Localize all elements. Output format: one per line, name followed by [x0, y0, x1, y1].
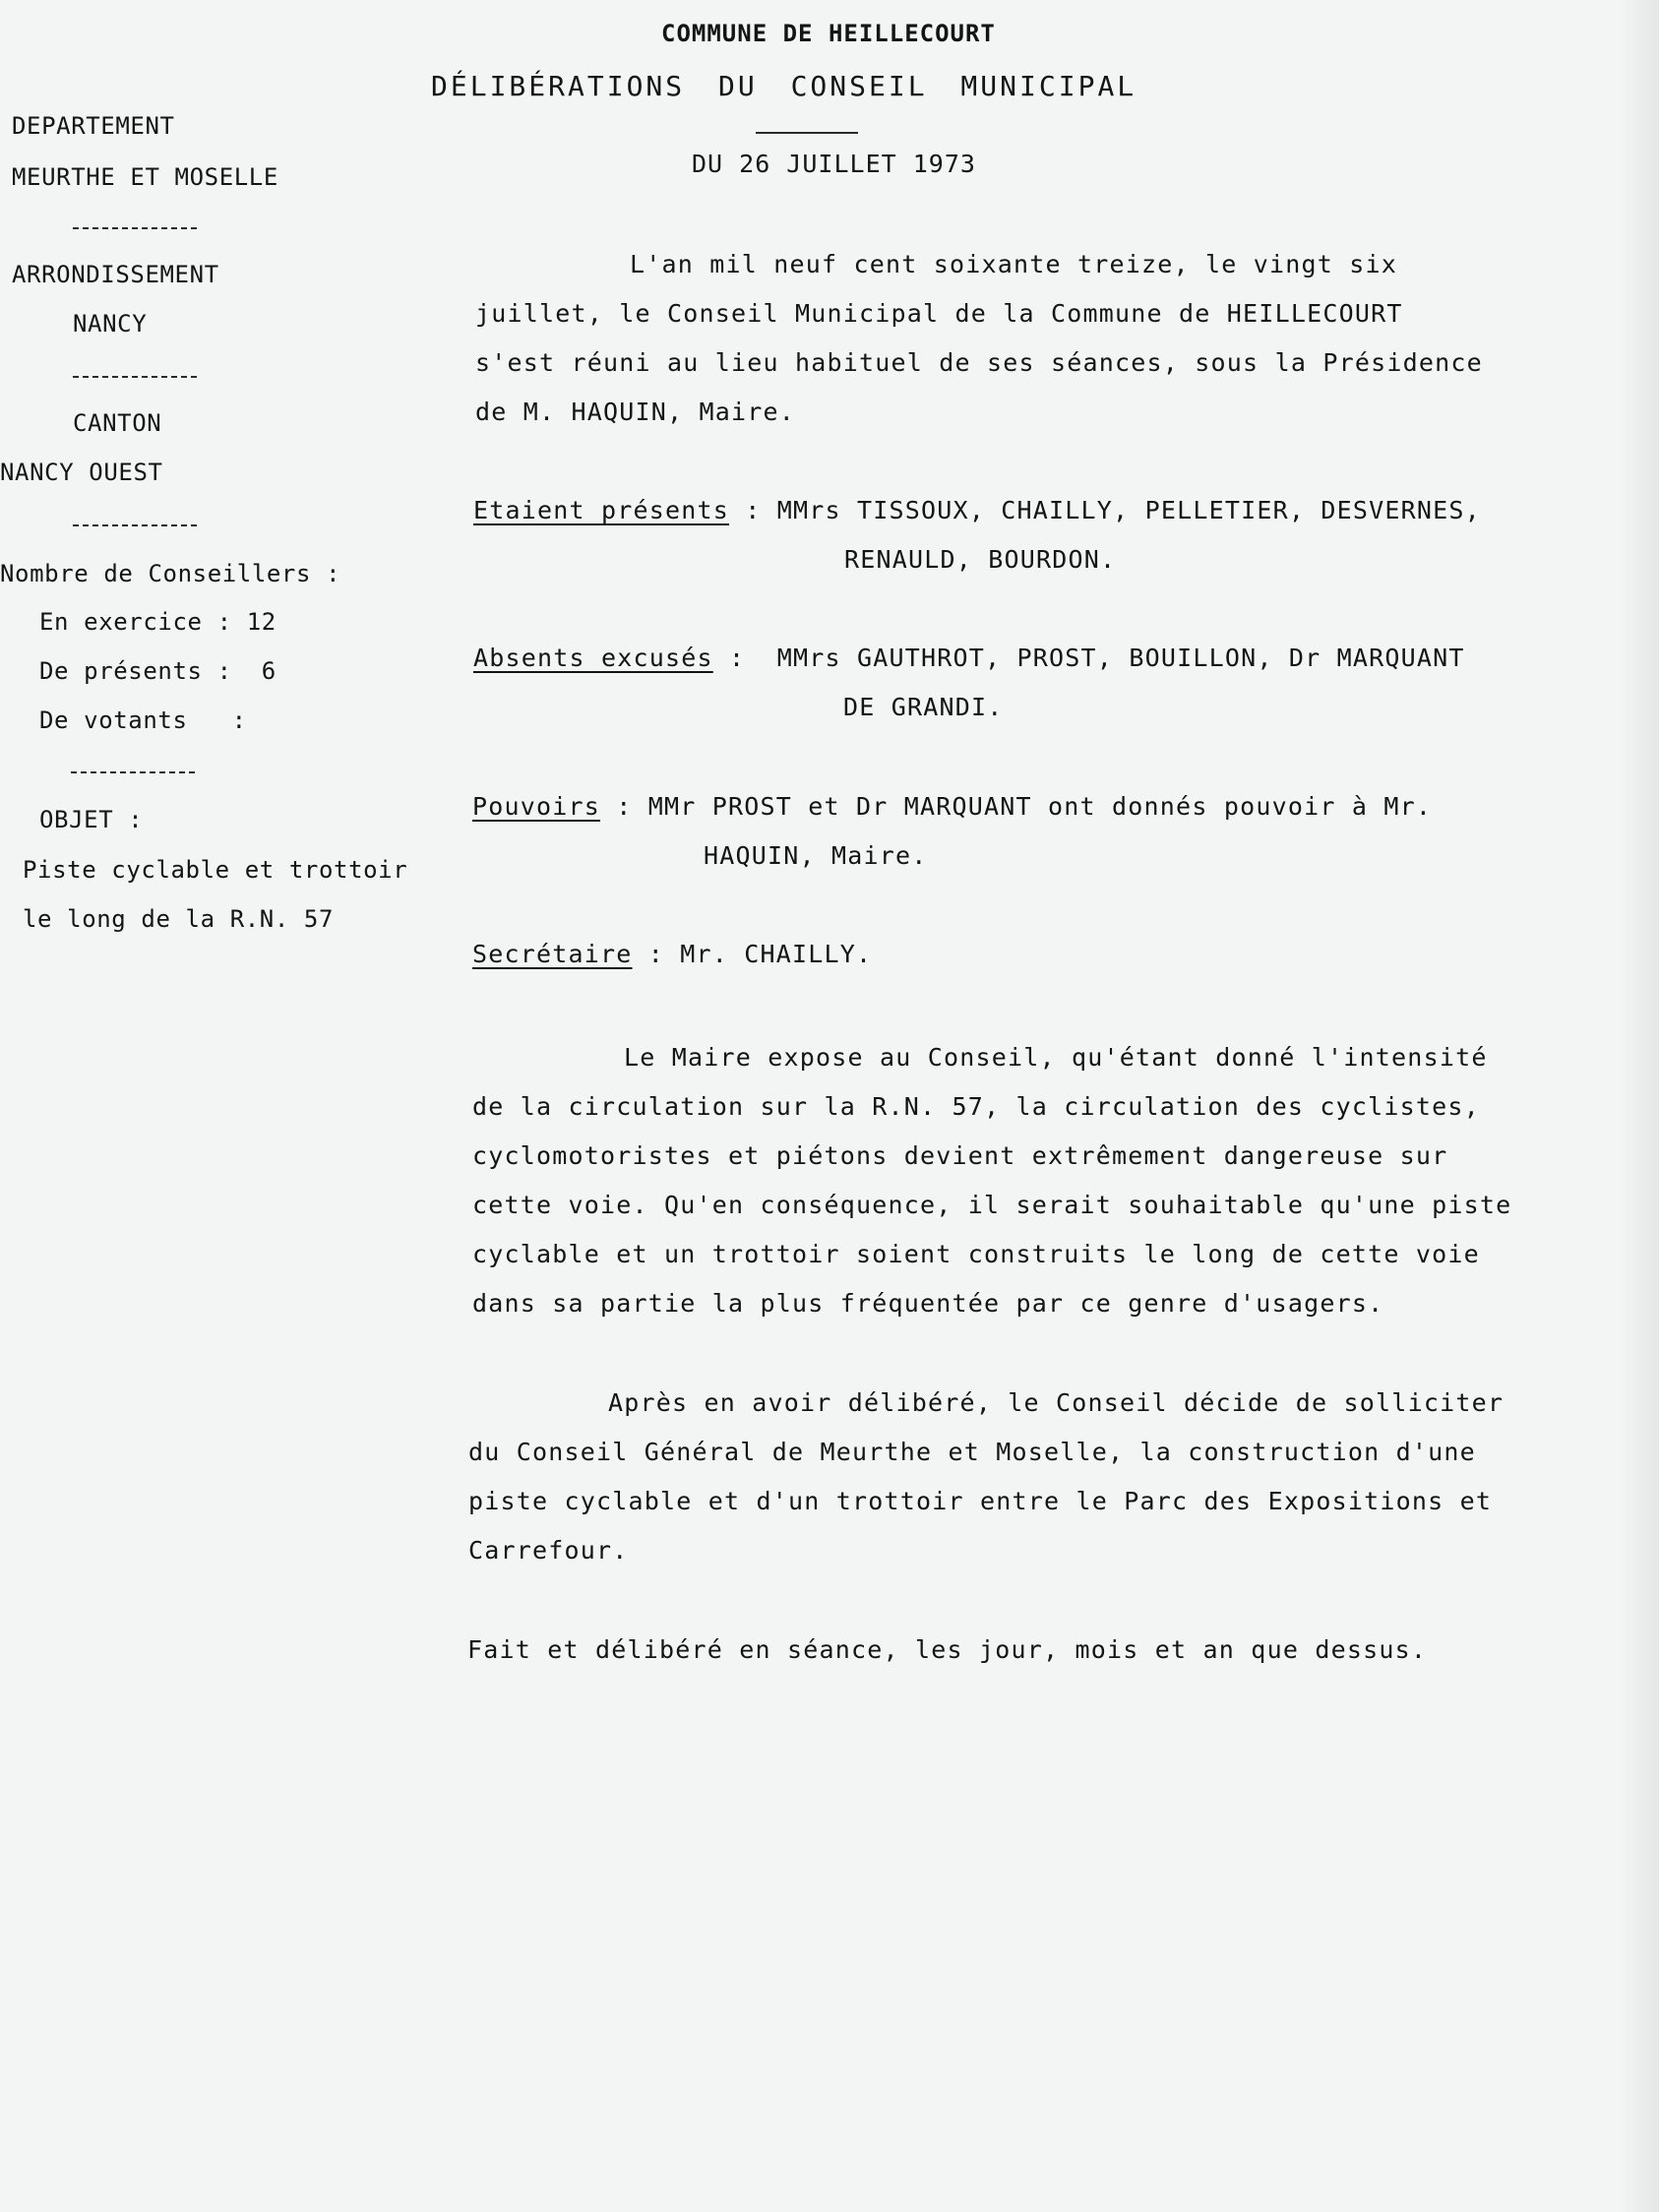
canton-label: CANTON [73, 409, 162, 437]
intro-line: s'est réuni au lieu habituel de ses séances, sous la Présidence [475, 348, 1483, 377]
departement-label: DEPARTEMENT [12, 112, 175, 140]
intro-line: de M. HAQUIN, Maire. [475, 398, 796, 426]
expose-line: Le Maire expose au Conseil, qu'étant donné l'intensité [624, 1043, 1488, 1072]
presents-label: Etaient présents [473, 496, 730, 524]
document-date: DU 26 JUILLET 1973 [692, 150, 976, 178]
expose-line: dans sa partie la plus fréquentée par ce genre d'usagers. [472, 1289, 1384, 1318]
secretaire-row [472, 942, 872, 966]
objet-line-1: Piste cyclable et trottoir [23, 856, 408, 884]
objet-line-2: le long de la R.N. 57 [23, 905, 335, 933]
presents-row [473, 498, 1481, 522]
presents-count: De présents : 6 [39, 657, 276, 685]
absents-names: : MMrs GAUTHROT, PROST, BOUILLON, Dr MARQUANT [712, 644, 1465, 672]
document-title: DÉLIBÉRATIONS DU CONSEIL MUNICIPAL [431, 70, 1137, 102]
conseillers-label: Nombre de Conseillers : [0, 560, 341, 587]
decision-line: Carrefour. [468, 1536, 629, 1565]
expose-line: cette voie. Qu'en conséquence, il serait souhaitable qu'une piste [472, 1191, 1512, 1219]
canton-value: NANCY OUEST [0, 459, 163, 486]
page-edge-shadow [1620, 0, 1659, 2212]
absents-row [473, 645, 1465, 670]
expose-line: de la circulation sur la R.N. 57, la circulation des cyclistes, [472, 1092, 1480, 1121]
expose-line: cyclable et un trottoir soient construits le long de cette voie [472, 1240, 1480, 1268]
absents-label: Absents excusés [473, 644, 713, 672]
objet-label: OBJET : [39, 806, 144, 833]
decision-line: Après en avoir délibéré, le Conseil décide de solliciter [608, 1388, 1505, 1417]
sidebar-divider [73, 376, 197, 378]
arrondissement-value: NANCY [73, 310, 148, 338]
title-rule [756, 132, 858, 134]
presents-names: : MMrs TISSOUX, CHAILLY, PELLETIER, DESVERNES, [729, 496, 1481, 524]
departement-value: MEURTHE ET MOSELLE [12, 163, 278, 191]
pouvoirs-row [472, 794, 1432, 819]
decision-line: du Conseil Général de Meurthe et Moselle, la construction d'une [468, 1438, 1476, 1466]
intro-line: juillet, le Conseil Municipal de la Commune de HEILLECOURT [475, 299, 1403, 328]
presents-names-cont: RENAULD, BOURDON. [844, 545, 1117, 574]
expose-line: cyclomotoristes et piétons devient extrêmement dangereuse sur [472, 1141, 1448, 1170]
secretaire-label: Secrétaire [472, 940, 633, 968]
closing-line: Fait et délibéré en séance, les jour, mois et an que dessus. [467, 1635, 1428, 1664]
sidebar-divider [73, 524, 197, 526]
decision-line: piste cyclable et d'un trottoir entre le Parc des Expositions et [468, 1487, 1493, 1515]
intro-line: L'an mil neuf cent soixante treize, le vingt six [630, 250, 1398, 278]
sidebar-divider [71, 771, 195, 773]
sidebar-divider [73, 227, 197, 229]
absents-names-cont: DE GRANDI. [843, 693, 1004, 721]
pouvoirs-text-cont: HAQUIN, Maire. [704, 841, 928, 870]
pouvoirs-label: Pouvoirs [472, 792, 601, 821]
commune-heading: COMMUNE DE HEILLECOURT [661, 20, 996, 47]
secretaire-name: : Mr. CHAILLY. [632, 940, 873, 968]
arrondissement-label: ARRONDISSEMENT [12, 261, 219, 288]
votants-count: De votants : [39, 707, 247, 734]
pouvoirs-text: : MMr PROST et Dr MARQUANT ont donnés pouvoir à Mr. [600, 792, 1433, 821]
en-exercice-count: En exercice : 12 [39, 608, 276, 636]
